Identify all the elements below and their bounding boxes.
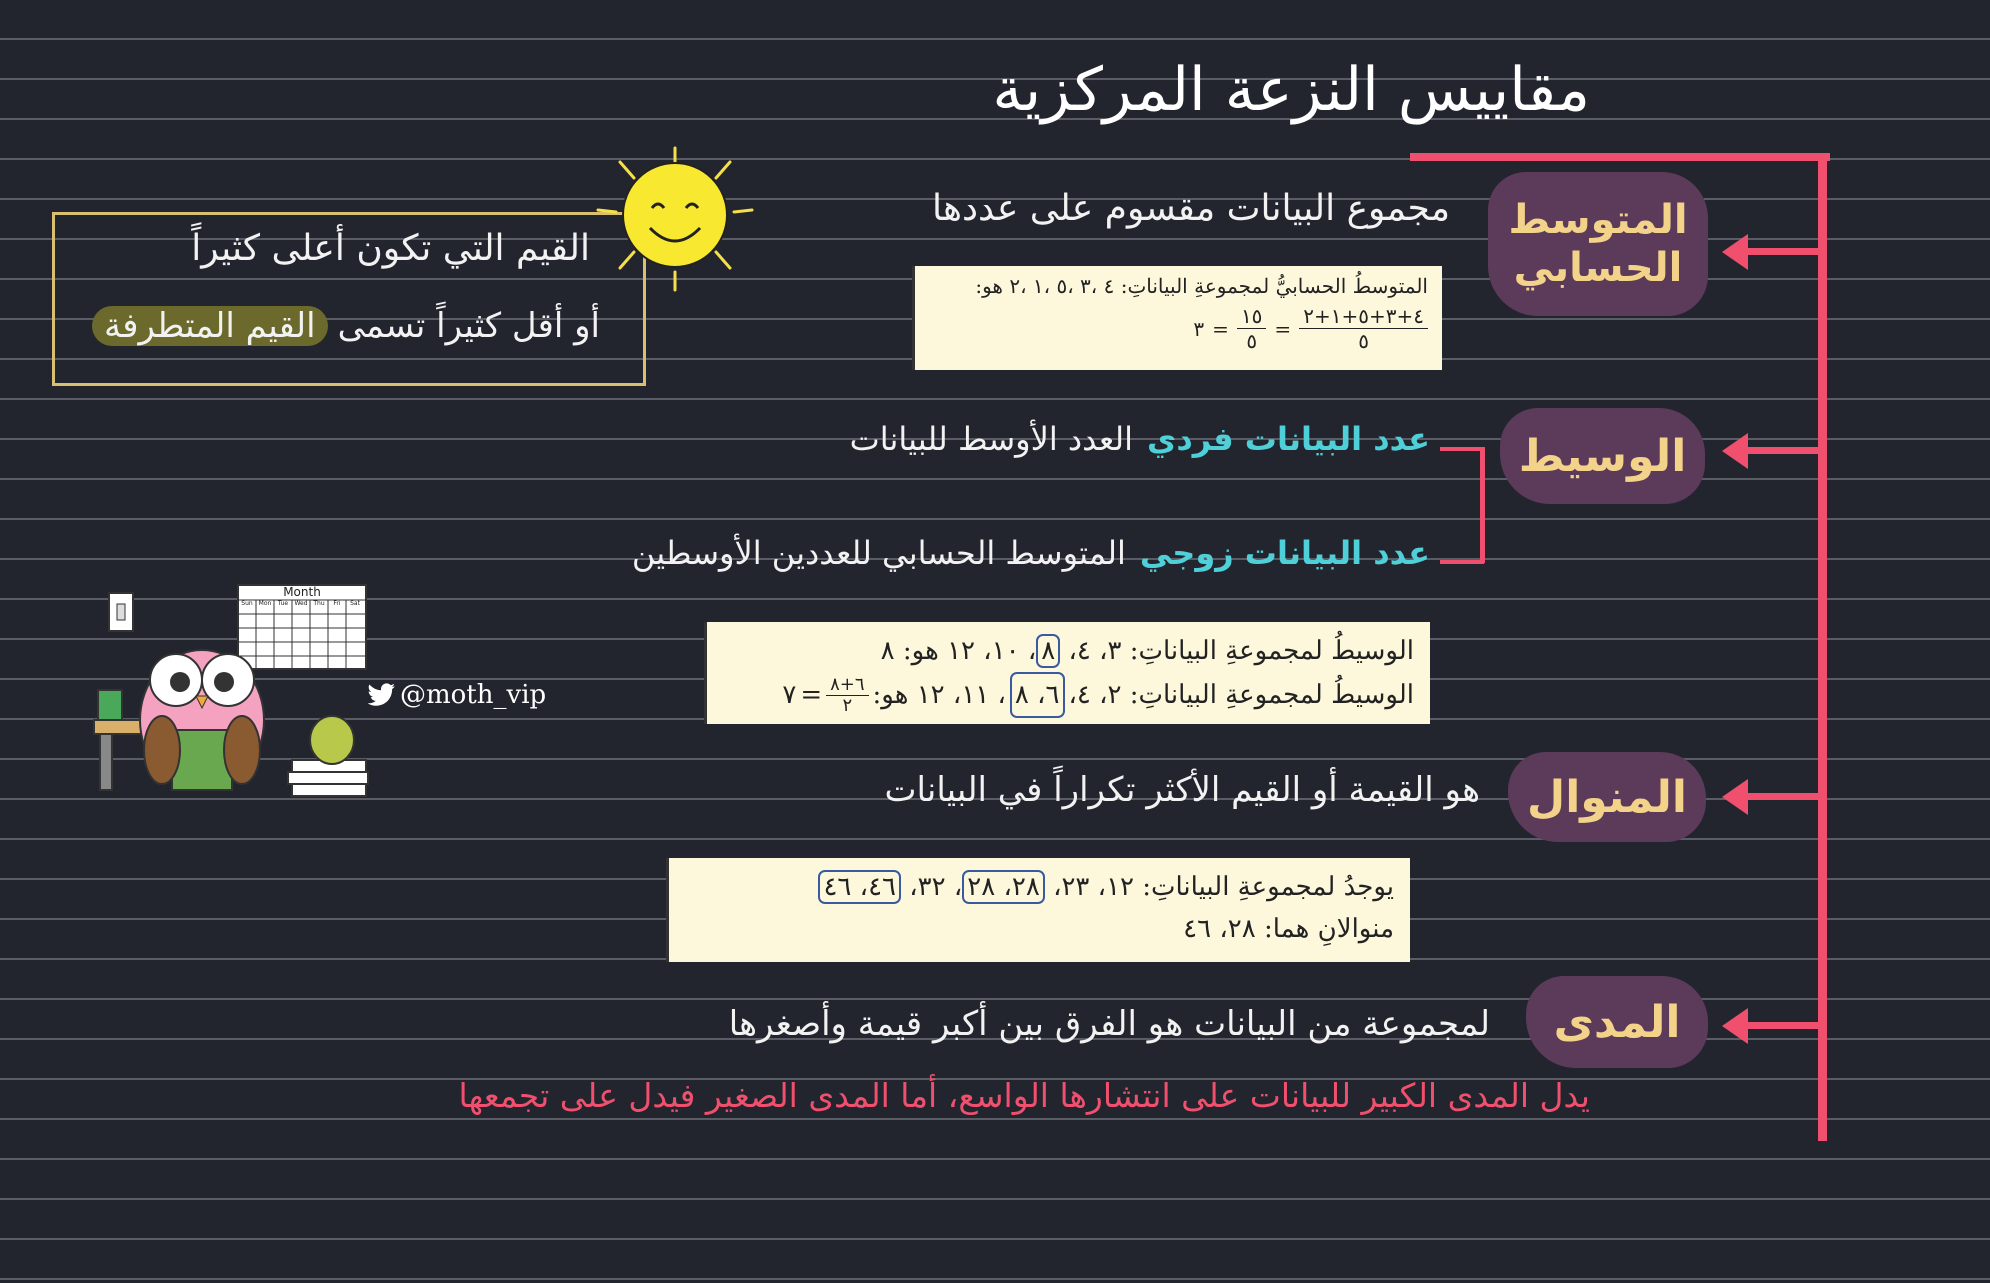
range-definition: لمجموعة من البيانات هو الفرق بين أكبر قيمة وأصغرها bbox=[728, 1004, 1490, 1044]
range-note: يدل المدى الكبير للبيانات على انتشارها الواسع، أما المدى الصغير فيدل على تجمعها bbox=[458, 1076, 1590, 1115]
mode-example-line1: يوجدُ لمجموعةِ البياناتِ: ١٢، ٢٣، ٢٨، ٢٨، ٣٢، ٤٦، ٤٦ bbox=[685, 866, 1394, 908]
mean-label: المتوسط الحسابي bbox=[1488, 172, 1708, 316]
calendar-header: Month bbox=[283, 585, 321, 599]
light-switch-icon bbox=[108, 592, 134, 632]
median-even-line: عدد البيانات زوجي المتوسط الحسابي للعددين الأوسطين bbox=[631, 534, 1430, 572]
owl-icon bbox=[92, 630, 382, 810]
mean-definition: مجموع البيانات مقسوم على عددها bbox=[932, 188, 1450, 229]
owl-illustration bbox=[92, 580, 382, 810]
mode-example-line2: منوالانِ هما: ٢٨، ٤٦ bbox=[1183, 914, 1394, 944]
twitter-bird-icon bbox=[366, 683, 396, 707]
outlier-note-line2: أو أقل كثيراً تسمى القيم المتطرفة bbox=[92, 306, 600, 346]
mean-example-line1: المتوسطُ الحسابيُّ لمجموعةِ البياناتِ: ٤ ،٣ ،٥ ،١ ،٢ هو: bbox=[975, 274, 1428, 298]
median-example-line2: الوسيطُ لمجموعةِ البياناتِ: ٢، ٤، ٦، ٨ ، ١١، ١٢ هو: ٦+٨ ٢ = ٧ bbox=[723, 672, 1414, 718]
mode-example-box bbox=[666, 858, 1410, 962]
mean-example-line2: ٤+٣+٥+١+٢ ٥ = ١٥ ٥ = ٣ bbox=[929, 304, 1428, 353]
sun-icon bbox=[590, 140, 760, 300]
twitter-handle: @moth_vip bbox=[366, 680, 546, 710]
range-label: المدى bbox=[1526, 976, 1708, 1068]
mean-example-box bbox=[912, 266, 1442, 370]
outlier-highlight: القيم المتطرفة bbox=[92, 306, 328, 346]
outlier-note-line1: القيم التي تكون أعلى كثيراً bbox=[191, 228, 590, 269]
calendar-days: Sun Mon Tue Wed Thu Fri Sat bbox=[241, 600, 360, 607]
median-odd-line: عدد البيانات فردي العدد الأوسط للبيانات bbox=[849, 420, 1430, 458]
median-example-box bbox=[704, 622, 1430, 724]
mode-label: المنوال bbox=[1508, 752, 1706, 842]
median-label: الوسيط bbox=[1500, 408, 1705, 504]
mode-definition: هو القيمة أو القيم الأكثر تكراراً في البيانات bbox=[884, 770, 1480, 810]
page-title: مقاييس النزعة المركزية bbox=[992, 55, 1590, 125]
median-example-line1: الوسيطُ لمجموعةِ البياناتِ: ٣، ٤، ٨، ١٠، ١٢ هو: ٨ bbox=[880, 636, 1414, 666]
